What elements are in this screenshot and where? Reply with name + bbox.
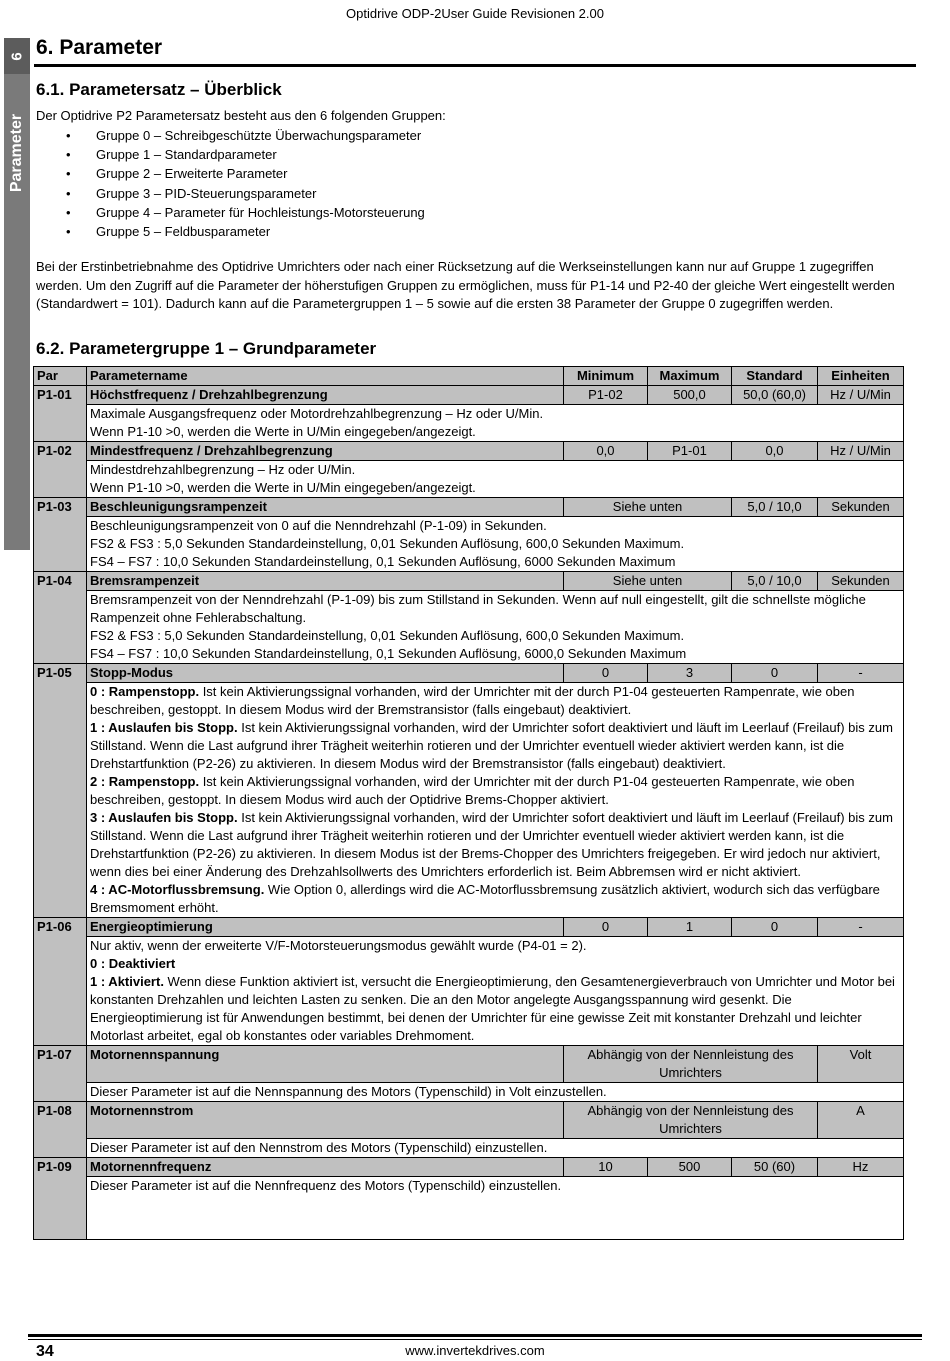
- table-row: [34, 918, 904, 937]
- list-item: • Gruppe 0 – Schreibgeschützte Überwachungsparameter: [36, 126, 425, 145]
- param-code: P1-09: [34, 1158, 87, 1240]
- param-unit: -: [818, 918, 904, 937]
- table-header-row: [34, 367, 904, 386]
- list-item: • Gruppe 1 – Standardparameter: [36, 145, 425, 164]
- list-item: • Gruppe 3 – PID-Steuerungsparameter: [36, 184, 425, 203]
- page-number: 34: [36, 1343, 54, 1360]
- param-unit: Sekunden: [818, 498, 904, 517]
- header-min: Minimum: [564, 367, 648, 386]
- header-unit: Einheiten: [818, 367, 904, 386]
- table-row: [34, 386, 904, 405]
- param-range: Abhängig von der Nennleistung des Umrichters: [564, 1102, 818, 1139]
- chapter-side-tab: [4, 38, 30, 550]
- option-4: 4 : AC-Motorflussbremsung. Wie Option 0, allerdings wird die AC-Motorflussbremsung zusätzlich aktiviert, wodurch sich das verfügbare Bremsmoment erhöht.: [90, 882, 880, 915]
- param-code: P1-06: [34, 918, 87, 1046]
- param-unit: Volt: [818, 1046, 904, 1083]
- desc-line: FS2 & FS3 : 5,0 Sekunden Standardeinstellung, 0,01 Sekunden Auflösung, 600,0 Sekunden Maximum.: [90, 628, 685, 643]
- footer-url: www.invertekdrives.com: [405, 1343, 545, 1358]
- header-name: Parametername: [87, 367, 564, 386]
- param-unit: Hz: [818, 1158, 904, 1177]
- param-max: 500: [648, 1158, 732, 1177]
- param-std: 5,0 / 10,0: [732, 498, 818, 517]
- header-std: Standard: [732, 367, 818, 386]
- section-2-title: 6.2. Parametergruppe 1 – Grundparameter: [36, 339, 377, 358]
- option-1: 1 : Aktiviert. Wenn diese Funktion aktiviert ist, versucht die Energieoptimierung, den Gesamtenergieverbrauch von Umrichter und Motor bei konstanten Drehzahlen und leichten Lasten zu senken. Die an den Motor angelegte Ausgangsspannung wird gesenkt. Die Energieoptimierung ist für Anwendungen bestimmt, bei denen der Umrichter für eine gewisse Zeit mit konstanter Drehzahl und leichter Motorlast arbeitet, egal ob konstantes oder variables Drehmoment.: [90, 974, 895, 1043]
- param-std: 5,0 / 10,0: [732, 572, 818, 591]
- param-std: 0: [732, 664, 818, 683]
- desc-line: Maximale Ausgangsfrequenz oder Motordrehzahlbegrenzung – Hz oder U/Min.: [90, 406, 544, 421]
- param-name: Stopp-Modus: [87, 664, 564, 683]
- param-min: 10: [564, 1158, 648, 1177]
- param-name: Beschleunigungsrampenzeit: [87, 498, 564, 517]
- table-row-desc: [34, 517, 904, 572]
- param-range: Siehe unten: [564, 498, 732, 517]
- section-1-body: Bei der Erstinbetriebnahme des Optidrive Umrichters oder nach einer Rücksetzung auf die Werkseinstellungen kann nur auf Gruppe 1 zugegriffen werden. Um den Zugriff auf die Parameter der höherstufigen Gruppen zu ermöglichen, muss für P1-14 und P2-40 der gleiche Wert eingestellt werden (Standardwert = 101). Dadurch kann auf die Parametergruppen 1 – 5 sowie auf die ersten 38 Parameter der Gruppe 0 zugegriffen werden.: [36, 259, 895, 311]
- list-item: • Gruppe 2 – Erweiterte Parameter: [36, 164, 425, 183]
- group-list: [36, 126, 425, 241]
- section-1-intro: Der Optidrive P2 Parametersatz besteht aus den 6 folgenden Gruppen:: [36, 108, 446, 123]
- param-code: P1-03: [34, 498, 87, 572]
- param-name: Höchstfrequenz / Drehzahlbegrenzung: [87, 386, 564, 405]
- table-row: [34, 1158, 904, 1177]
- footer-rule-thin: [28, 1339, 922, 1340]
- param-min: 0: [564, 664, 648, 683]
- param-code: P1-07: [34, 1046, 87, 1102]
- table-row-desc: [34, 1177, 904, 1240]
- param-std: 0: [732, 918, 818, 937]
- param-description: Dieser Parameter ist auf den Nennstrom des Motors (Typenschild) einzustellen.: [87, 1139, 904, 1158]
- option-0: 0 : Rampenstopp. Ist kein Aktivierungssignal vorhanden, wird der Umrichter mit der durch P1-04 gesteuerten Rampenrate, wie oben beschreiben, gestoppt. In diesem Modus wird der Bremstransistor (falls eingebaut) deaktiviert.: [90, 684, 855, 717]
- header-par: Par: [34, 367, 87, 386]
- table-row-desc: [34, 591, 904, 664]
- section-1-title: 6.1. Parametersatz – Überblick: [36, 80, 282, 99]
- desc-line: Nur aktiv, wenn der erweiterte V/F-Motorsteuerungsmodus gewählt wurde (P4-01 = 2).: [90, 938, 587, 953]
- param-unit: Sekunden: [818, 572, 904, 591]
- param-min: 0,0: [564, 442, 648, 461]
- param-code: P1-02: [34, 442, 87, 498]
- table-row-desc: [34, 683, 904, 918]
- table-row-desc: [34, 1083, 904, 1102]
- desc-line: Wenn P1-10 >0, werden die Werte in U/Min eingegeben/angezeigt.: [90, 424, 476, 439]
- chapter-rule: [34, 64, 916, 67]
- chapter-tab-number: 6: [4, 38, 30, 74]
- param-std: 0,0: [732, 442, 818, 461]
- param-name: Motornennstrom: [87, 1102, 564, 1139]
- param-max: 500,0: [648, 386, 732, 405]
- param-unit: Hz / U/Min: [818, 442, 904, 461]
- list-item: • Gruppe 5 – Feldbusparameter: [36, 222, 425, 241]
- param-description: [87, 517, 904, 572]
- param-code: P1-01: [34, 386, 87, 442]
- desc-line: FS2 & FS3 : 5,0 Sekunden Standardeinstellung, 0,01 Sekunden Auflösung, 600,0 Sekunden Maximum.: [90, 536, 685, 551]
- param-description: [87, 591, 904, 664]
- desc-line: FS4 – FS7 : 10,0 Sekunden Standardeinstellung, 0,1 Sekunden Auflösung, 6000,0 Sekunden Maximum: [90, 646, 687, 661]
- param-range: Siehe unten: [564, 572, 732, 591]
- param-description: Dieser Parameter ist auf die Nennspannung des Motors (Typenschild) in Volt einzustellen.: [87, 1083, 904, 1102]
- table-row: [34, 1046, 904, 1083]
- param-std: 50,0 (60,0): [732, 386, 818, 405]
- param-max: 1: [648, 918, 732, 937]
- param-unit: A: [818, 1102, 904, 1139]
- param-min: 0: [564, 918, 648, 937]
- table-row-desc: [34, 405, 904, 442]
- param-name: Motornennfrequenz: [87, 1158, 564, 1177]
- table-row-desc: [34, 1139, 904, 1158]
- footer-rule: [28, 1334, 922, 1337]
- param-min: P1-02: [564, 386, 648, 405]
- chapter-tab-label: Parameter: [8, 113, 25, 193]
- desc-line: Wenn P1-10 >0, werden die Werte in U/Min eingegeben/angezeigt.: [90, 480, 476, 495]
- option-3: 3 : Auslaufen bis Stopp. Ist kein Aktivierungssignal vorhanden, wird der Umrichter sofort deaktiviert und läuft im Leerlauf (Freilauf) bis zum Stillstand. Wenn die Last aufgrund ihrer Trägheit weiterhin rotieren und der Umrichter eventuell wieder aktiviert werden kann, ist die Drehstartfunktion (P2-26) zu aktivieren. In diesem Modus ist der Brems-Chopper des Umrichters freigegeben. Er wird jedoch nur aktiviert, wenn dies bei einer Änderung des Drehzahlsollwerts des Umrichters erforderlich ist. Beim Abbremsen wird er nicht aktiviert.: [90, 810, 893, 879]
- option-1: 1 : Auslaufen bis Stopp. Ist kein Aktivierungssignal vorhanden, wird der Umrichter sofort deaktiviert und läuft im Leerlauf (Freilauf) bis zum Stillstand. Wenn die Last aufgrund ihrer Trägheit weiterhin rotieren und der Umrichter eventuell wieder aktiviert werden kann, ist die Drehstartfunktion (P2-26) zu aktivieren. In diesem Modus wird der Bremstransistor (falls eingebaut) deaktiviert.: [90, 720, 893, 771]
- chapter-title: 6. Parameter: [36, 36, 163, 59]
- parameter-table: [33, 366, 904, 1240]
- option-0: 0 : Deaktiviert: [90, 956, 176, 971]
- param-description: [87, 461, 904, 498]
- table-row: [34, 572, 904, 591]
- param-name: Motornennspannung: [87, 1046, 564, 1083]
- param-name: Energieoptimierung: [87, 918, 564, 937]
- param-description: [87, 937, 904, 1046]
- table-row-desc: [34, 461, 904, 498]
- table-row-desc: [34, 937, 904, 1046]
- document-header: Optidrive ODP-2User Guide Revisionen 2.00: [346, 6, 604, 21]
- table-row: [34, 664, 904, 683]
- param-code: P1-08: [34, 1102, 87, 1158]
- param-description: Dieser Parameter ist auf die Nennfrequenz des Motors (Typenschild) einzustellen.: [87, 1177, 904, 1240]
- table-row: [34, 442, 904, 461]
- desc-line: FS4 – FS7 : 10,0 Sekunden Standardeinstellung, 0,1 Sekunden Auflösung, 6000 Sekunden Maximum: [90, 554, 676, 569]
- desc-line: Beschleunigungsrampenzeit von 0 auf die Nenndrehzahl (P-1-09) in Sekunden.: [90, 518, 547, 533]
- param-description: [87, 405, 904, 442]
- param-name: Mindestfrequenz / Drehzahlbegrenzung: [87, 442, 564, 461]
- param-code: P1-04: [34, 572, 87, 664]
- desc-line: Bremsrampenzeit von der Nenndrehzahl (P-1-09) bis zum Stillstand in Sekunden. Wenn auf null eingestellt, gilt die schnellste mögliche Rampenzeit ohne Fehlerabschaltung.: [90, 592, 866, 625]
- desc-line: Mindestdrehzahlbegrenzung – Hz oder U/Min.: [90, 462, 356, 477]
- list-item: • Gruppe 4 – Parameter für Hochleistungs-Motorsteuerung: [36, 203, 425, 222]
- param-description: [87, 683, 904, 918]
- param-name: Bremsrampenzeit: [87, 572, 564, 591]
- header-max: Maximum: [648, 367, 732, 386]
- table-row: [34, 498, 904, 517]
- param-std: 50 (60): [732, 1158, 818, 1177]
- param-code: P1-05: [34, 664, 87, 918]
- table-row: [34, 1102, 904, 1139]
- param-unit: Hz / U/Min: [818, 386, 904, 405]
- option-2: 2 : Rampenstopp. Ist kein Aktivierungssignal vorhanden, wird der Umrichter mit der durch P1-04 gesteuerten Rampenrate, wie oben beschreiben, gestoppt. In diesem Modus wird auch der Optidrive Brems-Chopper aktiviert.: [90, 774, 855, 807]
- param-max: P1-01: [648, 442, 732, 461]
- param-range: Abhängig von der Nennleistung des Umrichters: [564, 1046, 818, 1083]
- param-unit: -: [818, 664, 904, 683]
- param-max: 3: [648, 664, 732, 683]
